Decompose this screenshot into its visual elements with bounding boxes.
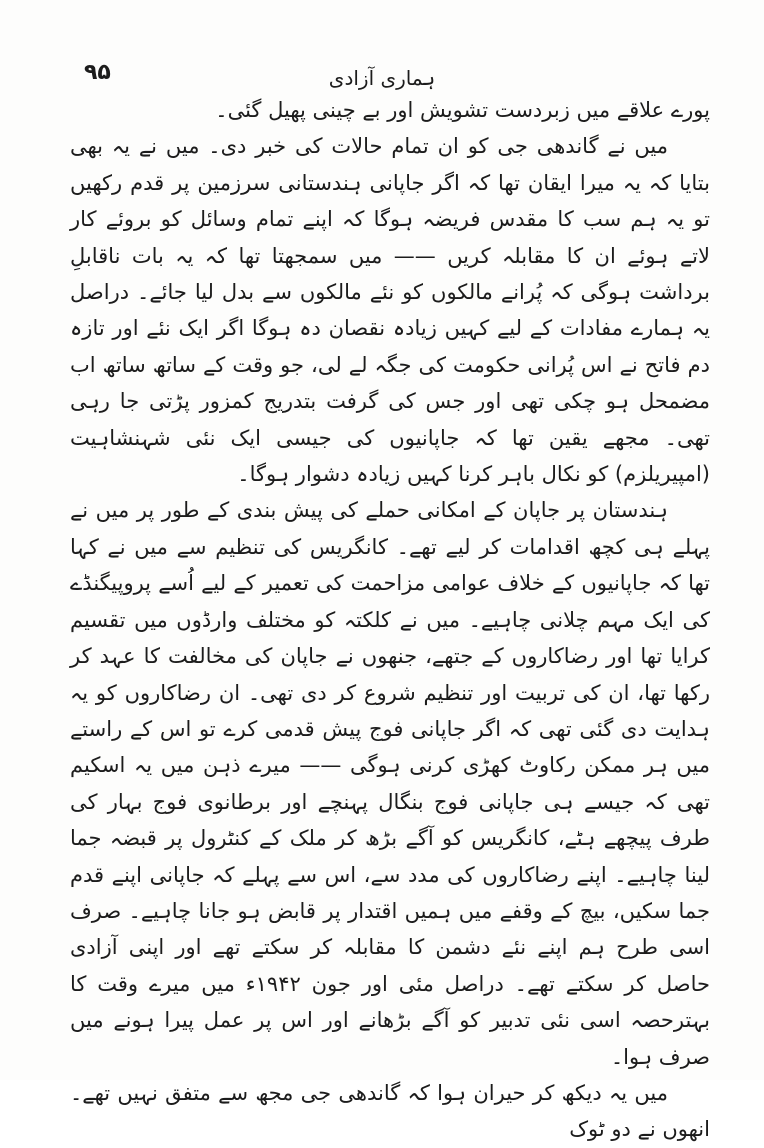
running-title: ہماری آزادی: [328, 66, 436, 90]
page-number: ۹۵: [84, 60, 111, 85]
paragraph-1: پورے علاقے میں زبردست تشویش اور بے چینی پھیل گئی۔: [215, 98, 710, 122]
paragraph-2: میں نے گاندھی جی کو ان تمام حالات کی خبر دی۔ میں نے یہ بھی بتایا کہ یہ میرا ایقان تھا کہ اگر جاپانی ہندستانی سرزمین پر قدم رکھیں تو یہ ہم سب کا مقدس فریضہ ہوگا کہ اپنے تمام وسائل کو بروئے کار لاتے ہوئے ان کا مقابلہ کریں —— میں سمجھتا تھا کہ یہ بات ناقابلِ برداشت ہوگی کہ پُرانے مالکوں کو نئے مالکوں سے بدل لیا جائے۔ دراصل یہ ہمارے مفادات کے لیے کہیں زیادہ نقصان دہ ہوگا اگر ایک نئے اور تازہ دم فاتح نے اس پُرانی حکومت کی جگہ لے لی، جو وقت کے ساتھ ساتھ اب مضمحل ہو چکی تھی اور جس کی گرفت بتدریج کمزور پڑتی جا رہی تھی۔ مجھے یقین تھا کہ جاپانیوں کی جیسی ایک نئی شہنشاہیت (امپیریلزم) کو نکال باہر کرنا کہیں زیادہ دشوار ہوگا۔: [70, 134, 710, 487]
paragraph-4: میں یہ دیکھ کر حیران ہوا کہ گاندھی جی مجھ سے متفق نہیں تھے۔ انھوں نے دو ٹوک: [70, 1080, 710, 1142]
paragraph-3: ہندستان پر جاپان کے امکانی حملے کی پیش بندی کے طور پر میں نے پہلے ہی کچھ اقدامات کر لیے تھے۔ کانگریس کی تنظیم سے میں نے کہا تھا کہ جاپانیوں کے خلاف عوامی مزاحمت کی تعمیر کے لیے اُسے پروپیگنڈے کی ایک مہم چلانی چاہیے۔ میں نے کلکتہ کو مختلف وارڈوں میں تقسیم کرایا تھا اور رضاکاروں کے جتھے، جنھوں نے جاپان کی مخالفت کا عہد کر رکھا تھا، ان کی تربیت اور تنظیم شروع کر دی تھی۔ ان رضاکاروں کو یہ ہدایت دی گئی تھی کہ اگر جاپانی فوج پیش قدمی کرے تو اس کے راستے میں ہر ممکن رکاوٹ کھڑی کرنی ہوگی —— میرے ذہن میں یہ اسکیم تھی کہ جیسے ہی جاپانی فوج بنگال پہنچے اور برطانوی فوج بہار کی طرف پیچھے ہٹے، کانگریس کو آگے بڑھ کر ملک کے کنٹرول پر قبضہ جما لینا چاہیے۔ اپنے رضاکاروں کی مدد سے، اس سے پہلے کہ جاپانی اپنے قدم جما سکیں، بیچ کے وقفے میں ہمیں اقتدار پر قابض ہو جانا چاہیے۔ صرف اسی طرح ہم اپنے نئے دشمن کا مقابلہ کر سکتے تھے اور اپنی آزادی حاصل کر سکتے تھے۔ دراصل مئی اور جون ۱۹۴۲ء میں میرے وقت کا بہترحصہ اسی نئی تدبیر کو آگے بڑھانے اور اس پر عمل پیرا ہونے میں صرف ہوا۔: [70, 498, 710, 1069]
body-text: [70, 92, 710, 1148]
